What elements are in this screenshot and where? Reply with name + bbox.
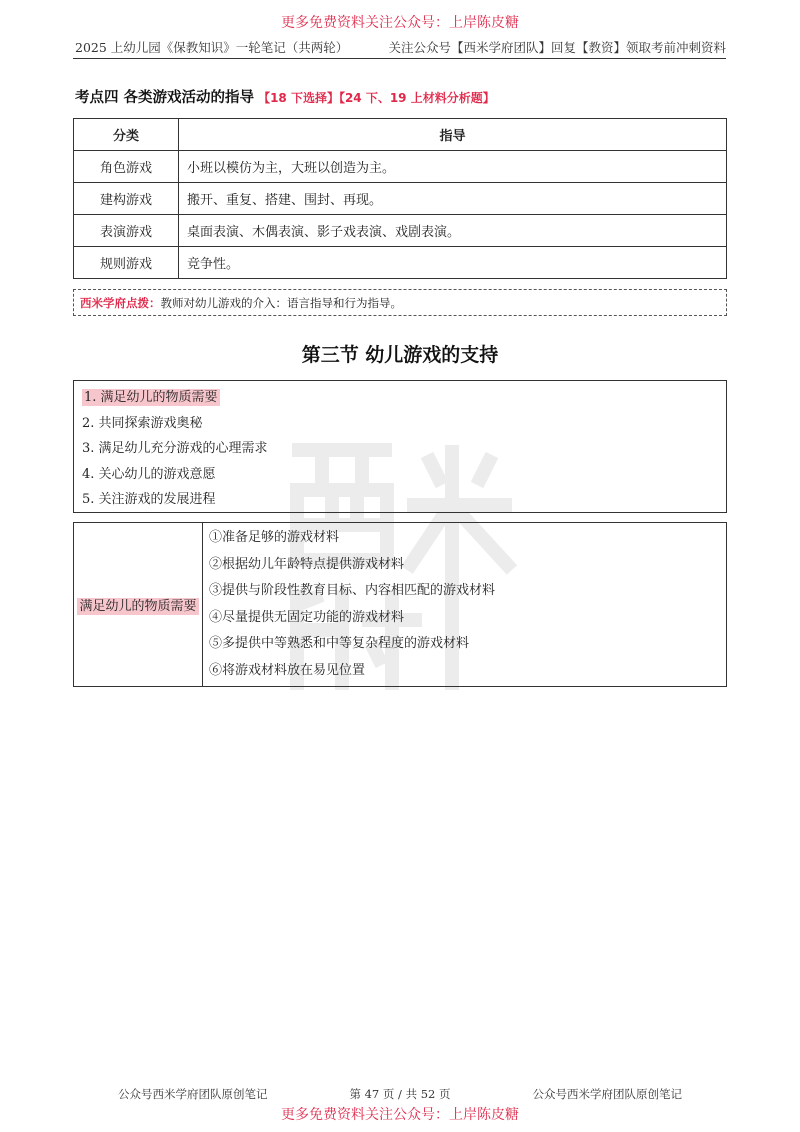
list-item: 3. 满足幼儿充分游戏的心理需求	[82, 441, 268, 456]
category-cell: 规则游戏	[74, 247, 179, 279]
section-heading-text: 考点四 各类游戏活动的指导	[75, 90, 255, 106]
exam-tags: 【18 下选择】【24 下、19 上材料分析题】	[258, 91, 495, 105]
category-cell: 表演游戏	[74, 215, 179, 247]
column-header-guide: 指导	[179, 119, 727, 151]
list-item: ①准备足够的游戏材料	[209, 530, 340, 545]
category-cell: 建构游戏	[74, 183, 179, 215]
tip-text: 教师对幼儿游戏的介入：语言指导和行为指导。	[160, 296, 402, 310]
list-item: 5. 关注游戏的发展进程	[82, 492, 216, 507]
material-needs-table	[73, 522, 727, 687]
footer-left-text: 公众号西米学府团队原创笔记	[118, 1087, 268, 1101]
guide-cell: 竞争性。	[179, 247, 727, 279]
list-item	[74, 385, 726, 411]
column-header-category: 分类	[74, 119, 179, 151]
page-number: 第 47 页 / 共 52 页	[349, 1087, 451, 1101]
table-header-row	[74, 119, 727, 151]
guide-cell: 小班以模仿为主，大班以创造为主。	[179, 151, 727, 183]
table-row	[74, 247, 727, 279]
list-item: ②根据幼儿年龄特点提供游戏材料	[209, 556, 405, 572]
table-row	[74, 183, 727, 215]
list-item: ③提供与阶段性教育目标、内容相匹配的游戏材料	[209, 583, 496, 598]
material-needs-items-cell	[203, 523, 727, 687]
table-row	[74, 215, 727, 247]
game-guidance-table	[73, 118, 727, 279]
support-list	[73, 380, 727, 513]
footer-right-text: 公众号西米学府团队原创笔记	[532, 1087, 682, 1101]
guide-cell: 搬开、重复、搭建、围封、再现。	[179, 183, 727, 215]
highlighted-list-item: 1. 满足幼儿的物质需要	[84, 390, 218, 405]
bottom-promo-banner: 更多免费资料关注公众号：上岸陈皮糖	[281, 1107, 519, 1123]
section-title: 第三节 幼儿游戏的支持	[301, 344, 499, 366]
list-item: ⑥将游戏材料放在易见位置	[209, 662, 366, 678]
header-left-text: 2025 上幼儿园《保教知识》一轮笔记（共两轮）	[75, 40, 349, 55]
header-right-text: 关注公众号【西米学府团队】回复【教资】领取考前冲刺资料	[388, 40, 726, 55]
list-item: ④尽量提供无固定功能的游戏材料	[209, 609, 405, 625]
tip-label: 西米学府点拨：	[80, 296, 161, 310]
tip-box	[73, 289, 727, 316]
category-cell: 角色游戏	[74, 151, 179, 183]
list-item: 2. 共同探索游戏奥秘	[82, 415, 203, 431]
table-row	[74, 151, 727, 183]
section-heading	[75, 86, 495, 107]
top-promo-banner: 更多免费资料关注公众号：上岸陈皮糖	[281, 15, 519, 31]
list-item: ⑤多提供中等熟悉和中等复杂程度的游戏材料	[209, 636, 470, 651]
material-needs-label-cell	[74, 523, 203, 687]
guide-cell: 桌面表演、木偶表演、影子戏表演、戏剧表演。	[179, 215, 727, 247]
list-item: 4. 关心幼儿的游戏意愿	[82, 466, 216, 482]
material-needs-label: 满足幼儿的物质需要	[79, 599, 197, 614]
table-row	[74, 523, 727, 687]
header-divider	[73, 58, 726, 59]
